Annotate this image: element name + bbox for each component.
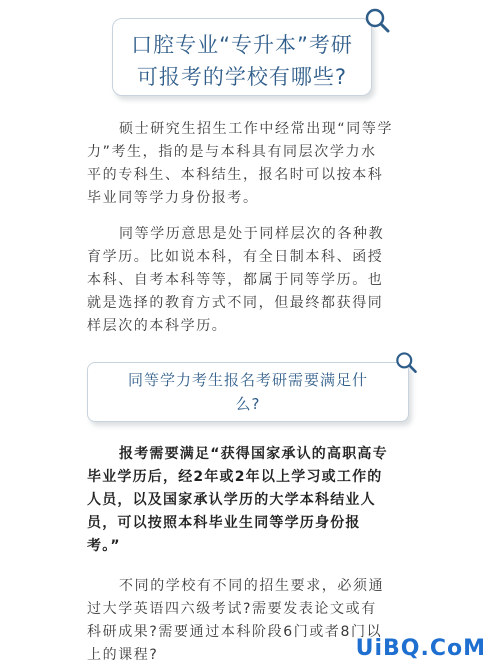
paragraph-4-line: 不同的学校有不同的招生要求，必须通	[119, 578, 385, 594]
paragraph-3-line: 毕业学历后，经2年或2年以上学习或工作的	[87, 469, 383, 485]
paragraph-2	[87, 223, 417, 338]
paragraph-1-line: 毕业同等学力身份报考。	[87, 190, 259, 206]
title-line-1: 口腔专业“专升本”考研	[131, 33, 353, 57]
paragraph-1-line: 平的专科生、本科结生，报名时可以按本科	[87, 167, 384, 183]
paragraph-4-line: 科研成果?需要通过本科阶段6门或者8门以	[87, 624, 383, 640]
paragraph-3-line: 报考需要满足“获得国家承认的高职高专	[119, 446, 388, 462]
magnifier-icon	[393, 350, 419, 376]
paragraph-3-line: 员，可以按照本科毕业生同等学历身份报	[87, 515, 361, 531]
paragraph-4-line: 上的课程?	[87, 647, 159, 663]
watermark: UiBQ.CoM	[355, 636, 486, 661]
paragraph-4-line: 过大学英语四六级考试?需要发表论文或有	[87, 601, 377, 617]
paragraph-1-line: 硕士研究生招生工作中经常出现“同等学	[119, 121, 394, 137]
paragraph-2-line: 本科、自考本科等等，都属于同等学历。也	[87, 272, 384, 288]
subtitle-line-1: 同等学力考生报名考研需要满足什	[127, 371, 368, 389]
paragraph-3-line: 考。”	[87, 538, 121, 554]
subtitle-line-2: 么?	[235, 395, 261, 413]
paragraph-2-line: 就是选择的教育方式不同，但最终都获得同	[87, 295, 384, 311]
paragraph-3-line: 人员，以及国家承认学历的大学本科结业人	[87, 492, 376, 508]
paragraph-2-line: 育学历。比如说本科，有全日制本科、函授	[87, 249, 384, 265]
paragraph-2-line: 同等学历意思是处于同样层次的各种教	[119, 226, 385, 242]
magnifier-icon	[362, 6, 392, 36]
subtitle-card	[87, 362, 409, 422]
title-line-2: 可报考的学校有哪些?	[136, 65, 348, 89]
paragraph-2-line: 样层次的本科学历。	[87, 318, 228, 334]
title-card	[112, 18, 372, 96]
paragraph-1-line: 力”考生，指的是与本科具有同层次学力水	[87, 144, 377, 160]
paragraph-3	[87, 443, 417, 558]
paragraph-1	[87, 118, 417, 210]
